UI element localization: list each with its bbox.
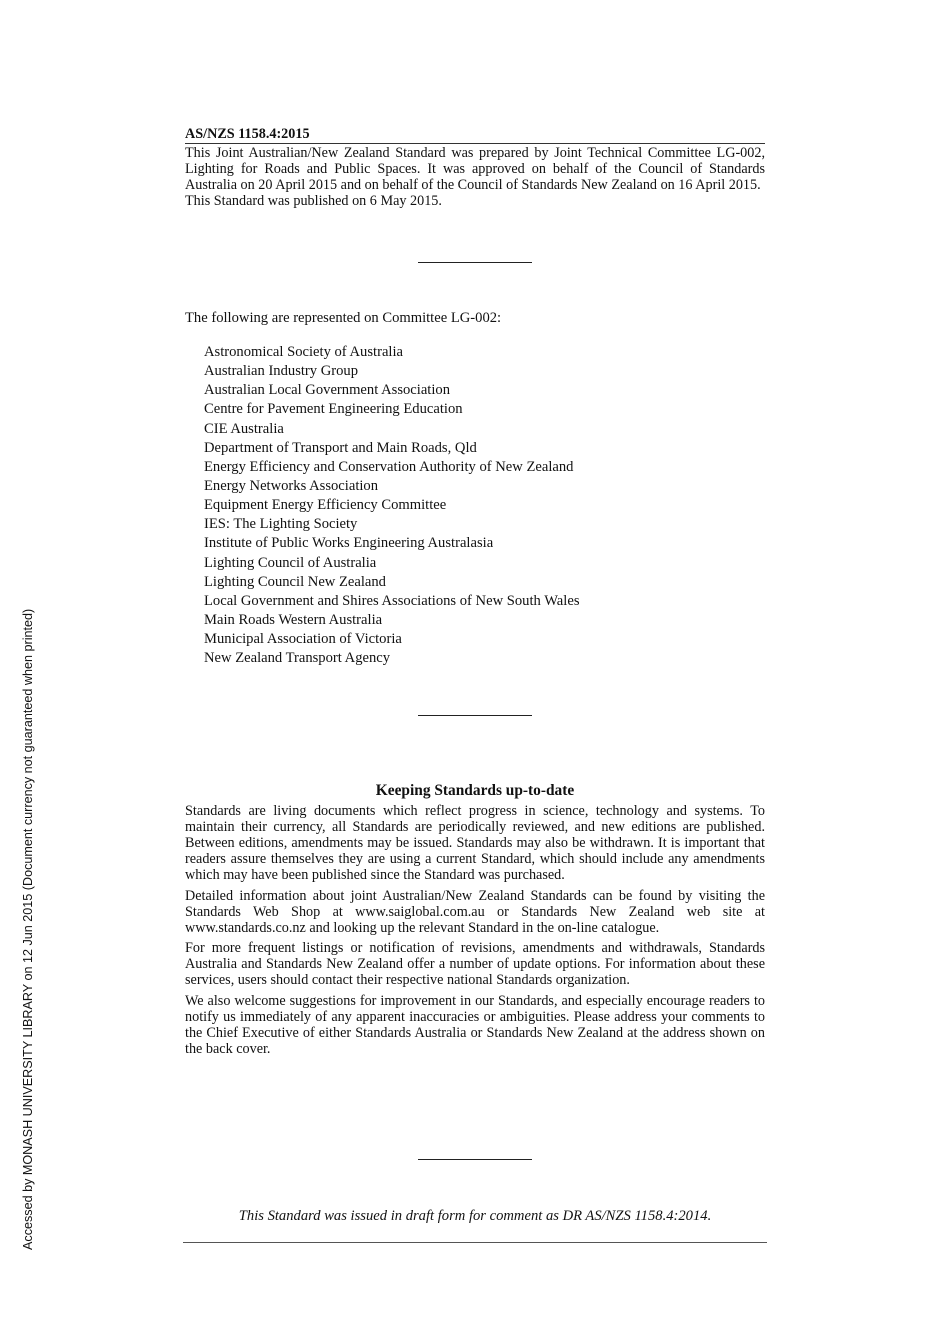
list-item: IES: The Lighting Society [204,516,358,533]
body-paragraph: For more frequent listings or notification of revisions, amendments and withdrawals, Standards Australia and Standards New Zealand offer a number of update options. For information about these services, users should contact their respective national Standards organization. [185,940,765,988]
footer-rule [183,1242,767,1243]
list-item: Energy Efficiency and Conservation Authority of New Zealand [204,458,574,475]
list-item: Department of Transport and Main Roads, Qld [204,439,477,456]
draft-note: This Standard was issued in draft form for comment as DR AS/NZS 1158.4:2014. [238,1208,712,1224]
list-item: Lighting Council New Zealand [204,573,386,590]
body-paragraph: Standards are living documents which reflect progress in science, technology and systems. To maintain their currency, all Standards are periodically reviewed, and new editions are published. Between editions, amendments may be issued. Standards may also be withdrawn. It is important that readers assure themselves they are using a current Standard, which should include any amendments which may have been published since the Standard was purchased. [185,803,765,883]
committee-intro: The following are represented on Committee LG-002: [185,310,502,326]
access-watermark: Accessed by MONASH UNIVERSITY LIBRARY on 12 Jun 2015 (Document currency not guaranteed when printed) [21,608,35,1250]
list-item: Lighting Council of Australia [204,554,377,571]
list-item: Australian Local Government Association [204,382,451,399]
section-divider [418,1159,532,1160]
list-item: Institute of Public Works Engineering Australasia [204,535,494,552]
list-item: Energy Networks Association [204,477,379,494]
section-divider [418,715,532,716]
document-id: AS/NZS 1158.4:2015 [185,125,765,144]
list-item: New Zealand Transport Agency [204,650,391,667]
approval-paragraph: This Joint Australian/New Zealand Standard was prepared by Joint Technical Committee LG-002, Lighting for Roads and Public Spaces. It was approved on behalf of the Council of Standards Australia on 20 April 2015 and on behalf of the Council of Standards New Zealand on 16 April 2015. [185,145,765,193]
approval-statement [185,145,765,209]
body-paragraph: We also welcome suggestions for improvement in our Standards, and especially encourage readers to notify us immediately of any apparent inaccuracies or ambiguities. Please address your comments to the Chief Executive of either Standards Australia or Standards New Zealand at the address shown on the back cover. [185,992,765,1057]
publication-date-line: This Standard was published on 6 May 2015. [185,193,442,209]
section-divider [418,262,532,263]
list-item: CIE Australia [204,420,284,437]
list-item: Astronomical Society of Australia [204,344,404,360]
committee-member-list [204,343,580,668]
section-heading: Keeping Standards up-to-date [375,782,575,799]
list-item: Centre for Pavement Engineering Education [204,401,463,418]
list-item: Equipment Energy Efficiency Committee [204,497,447,514]
body-paragraph: Detailed information about joint Australian/New Zealand Standards can be found by visiting the Standards Web Shop at www.saiglobal.com.au or Standards New Zealand web site at www.standards.co.nz and looking up the relevant Standard in the on-line catalogue. [185,887,765,936]
list-item: Local Government and Shires Associations of New South Wales [204,592,580,609]
list-item: Main Roads Western Australia [204,611,383,628]
list-item: Australian Industry Group [204,363,359,380]
list-item: Municipal Association of Victoria [204,631,402,648]
keeping-up-to-date-body [185,803,765,1061]
